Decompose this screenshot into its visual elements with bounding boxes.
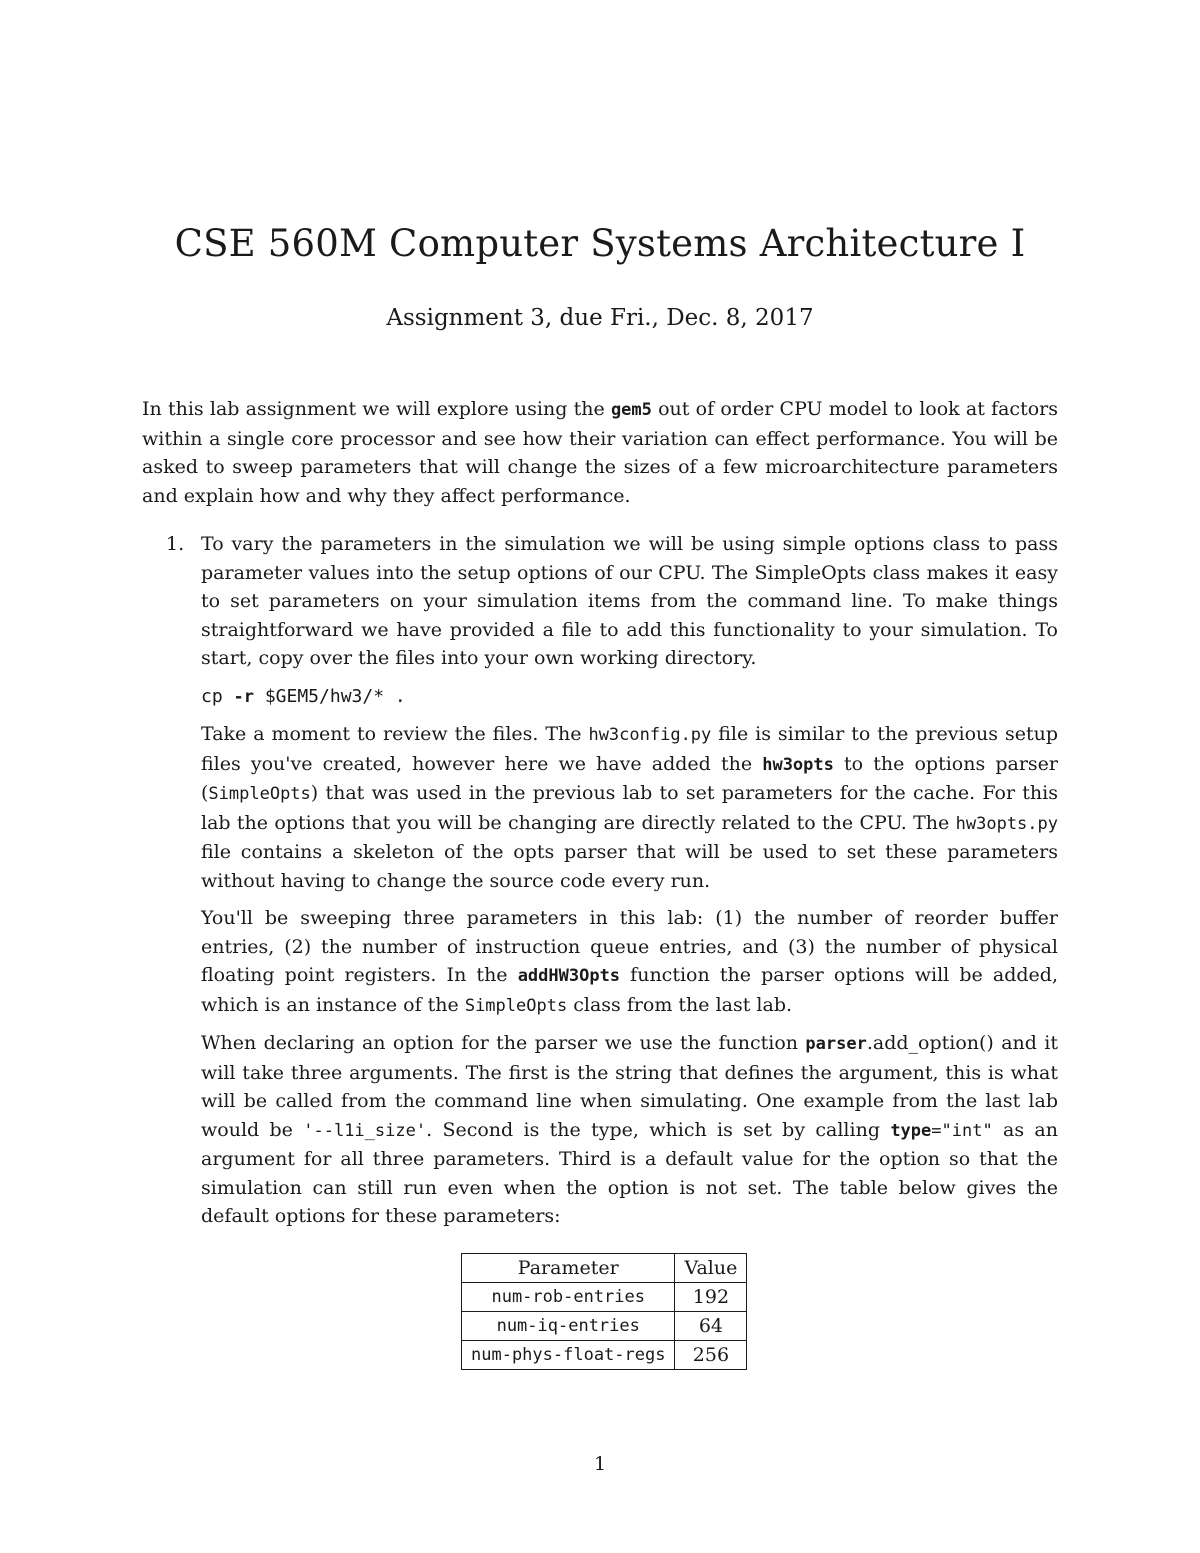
item-paragraph-3 [201,904,1058,1020]
p4-text-a: When declaring an option for the parser we use the function [201,1032,806,1054]
param-cell: num-phys-float-regs [462,1341,675,1370]
copy-command [201,682,1058,712]
default-options-table [461,1253,747,1370]
hw3opts-filename: hw3opts.py [955,813,1058,834]
assignment-subtitle: Assignment 3, due Fri., Dec. 8, 2017 [386,305,814,331]
simpleopts-class: SimpleOpts [464,995,568,1016]
addhw3opts-function: addHW3Opts [517,966,621,986]
command-cp: cp [201,685,234,707]
intro-text-2: out of order CPU model to look at factors within a single core processor and see how their variation can effect performance. You will be asked to sweep parameters that will change the sizes of a few microarchitecture parameters and explain how and why they affect performance. [142,398,1058,507]
p4-text-c: . Second is the type, which is set by calling [426,1118,891,1141]
type-value: ="int" [931,1120,993,1141]
column-header-value: Value [675,1254,747,1283]
table-row [462,1283,747,1312]
value-cell: 192 [675,1283,747,1312]
hw3config-filename: hw3config.py [588,725,712,745]
p3-text-b: function the parser options will be added, which is an instance of the [201,964,1058,1016]
p4-text-b: and it will take three arguments. The first is the string that defines the argument, this is what will be called from the command line when simulating. One example from the last lab would be [201,1032,1058,1141]
table-row [462,1312,747,1341]
p4-text-d: as an argument for all three parameters. Third is a default value for the option so that the simulation can still run even when the option is not set. The table below gives the default options for these parameters: [201,1118,1058,1227]
gem5-keyword: gem5 [610,400,652,420]
simpleopts-keyword: SimpleOpts [208,784,311,804]
column-header-parameter: Parameter [462,1254,675,1283]
param-cell: num-iq-entries [462,1312,675,1341]
value-cell: 64 [675,1312,747,1341]
p3-text-a: You'll be sweeping three parameters in this lab: (1) the number of reorder buffer entries, (2) the number of instruction queue entries, and (3) the number of physical floating point registers. In the [201,907,1058,986]
p2-text-a: Take a moment to review the files. The [201,723,589,745]
list-item-body [201,530,1058,1231]
parser-keyword: parser [805,1034,867,1054]
p2-text-b: file is similar to the previous setup files you've created, however here we have added the [201,723,1058,775]
p2-text-d: ) that was used in the previous lab to set parameters for the cache. For this lab the options that you will be changing are directly related to the CPU. The [201,782,1058,834]
command-args: $GEM5/hw3/* . [254,685,406,707]
l1i-size-example: '--l1i_size' [303,1120,427,1141]
item-paragraph-4 [201,1029,1058,1231]
add-option-method: .add_option() [866,1032,994,1054]
list-item-number: 1. [166,533,185,555]
item-paragraph-1: To vary the parameters in the simulation we will be using simple options class to pass parameter values into the setup options of our CPU. The SimpleOpts class makes it easy to set parameters on your simulation items from the command line. To make things straightforward we have provided a file to add this functionality to your simulation. To start, copy over the files into your own working directory. [201,533,1058,669]
table-row [462,1341,747,1370]
list-item-1 [142,530,1058,1240]
page-number: 1 [593,1453,607,1475]
p2-text-e: file contains a skeleton of the opts parser that will be used to set these parameters without having to change the source code every run. [201,841,1058,892]
p3-text-c: class from the last lab. [567,993,793,1016]
intro-paragraph [142,395,1058,510]
item-paragraph-2 [201,720,1058,895]
table-header-row [462,1254,747,1283]
command-flag: -r [233,686,254,707]
value-cell: 256 [675,1341,747,1370]
param-cell: num-rob-entries [462,1283,675,1312]
page-title: CSE 560M Computer Systems Architecture I [174,222,1026,265]
intro-text-1: In this lab assignment we will explore using the [142,398,611,420]
p2-text-c: to the options parser ( [201,752,1058,804]
type-keyword: type [890,1120,932,1141]
hw3opts-keyword: hw3opts [762,754,834,775]
